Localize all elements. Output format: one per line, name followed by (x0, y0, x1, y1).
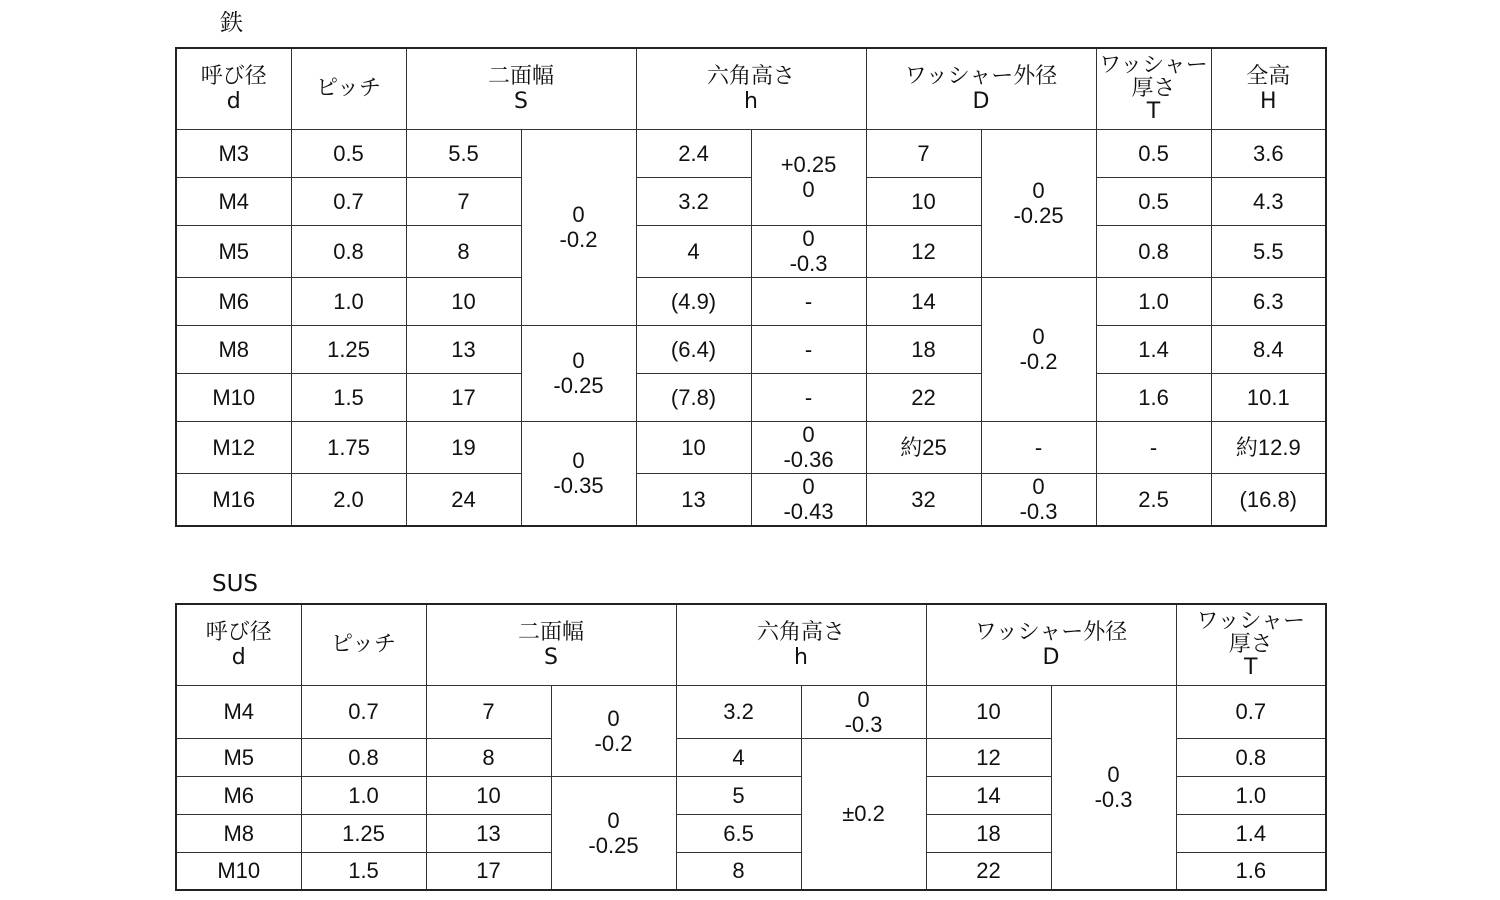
cell-hex-height: 2.4 (636, 129, 751, 177)
cell-washer-thickness: 1.6 (1176, 852, 1326, 890)
cell-washer-thickness: 1.0 (1096, 277, 1211, 325)
cell-washer-thickness: 1.4 (1096, 325, 1211, 373)
cell-washer-thickness: 0.8 (1096, 225, 1211, 277)
cell-pitch: 0.7 (291, 177, 406, 225)
cell-total-height: 3.6 (1211, 129, 1326, 177)
header-washer-outer-diameter: ワッシャー外径 D (866, 48, 1096, 129)
cell-washer-outer-diameter: 18 (926, 814, 1051, 852)
header-total-height: 全高 H (1211, 48, 1326, 129)
cell-pitch: 0.8 (301, 738, 426, 776)
cell-nominal-diameter: M5 (176, 738, 301, 776)
table-row (176, 373, 1326, 421)
cell-pitch: 1.5 (301, 852, 426, 890)
cell-width-across-flats: 7 (406, 177, 521, 225)
cell-washer-outer-diameter: 12 (866, 225, 981, 277)
cell-width-across-flats: 19 (406, 421, 521, 473)
cell-washer-outer-diameter: 10 (866, 177, 981, 225)
cell-width-across-flats: 13 (426, 814, 551, 852)
cell-d-tolerance: 0 -0.2 (981, 277, 1096, 421)
cell-washer-thickness: 1.4 (1176, 814, 1326, 852)
cell-washer-thickness: 1.0 (1176, 776, 1326, 814)
cell-washer-outer-diameter: 32 (866, 473, 981, 526)
cell-hex-height: (7.8) (636, 373, 751, 421)
cell-width-across-flats: 13 (406, 325, 521, 373)
header-nominal-diameter: 呼び径 d (176, 48, 291, 129)
cell-h-tolerance: +0.25 0 (751, 129, 866, 225)
header-width-across-flats: 二面幅 S (406, 48, 636, 129)
cell-washer-outer-diameter: 18 (866, 325, 981, 373)
cell-d-tolerance: 0 -0.25 (981, 129, 1096, 277)
cell-washer-thickness: 0.7 (1176, 685, 1326, 738)
cell-d-tolerance: 0 -0.3 (1051, 685, 1176, 890)
cell-width-across-flats: 17 (406, 373, 521, 421)
cell-h-tolerance: - (751, 277, 866, 325)
cell-washer-outer-diameter: 10 (926, 685, 1051, 738)
table-row (176, 225, 1326, 277)
header-washer-thickness: ワッシャー 厚さ T (1176, 604, 1326, 685)
cell-width-across-flats: 24 (406, 473, 521, 526)
cell-washer-outer-diameter: 12 (926, 738, 1051, 776)
header-width-across-flats: 二面幅 S (426, 604, 676, 685)
table-row (176, 473, 1326, 526)
header-row (176, 604, 1326, 685)
cell-h-tolerance: 0 -0.36 (751, 421, 866, 473)
cell-width-across-flats: 8 (426, 738, 551, 776)
cell-hex-height: 4 (676, 738, 801, 776)
cell-hex-height: 10 (636, 421, 751, 473)
cell-pitch: 1.25 (291, 325, 406, 373)
cell-width-across-flats: 8 (406, 225, 521, 277)
cell-h-tolerance: 0 -0.43 (751, 473, 866, 526)
cell-nominal-diameter: M6 (176, 277, 291, 325)
cell-hex-height: 4 (636, 225, 751, 277)
iron-section-title: 鉄 (220, 10, 243, 36)
cell-width-across-flats: 10 (426, 776, 551, 814)
cell-s-tolerance: 0 -0.2 (551, 685, 676, 776)
cell-pitch: 0.5 (291, 129, 406, 177)
cell-d-tolerance: 0 -0.3 (981, 473, 1096, 526)
cell-h-tolerance: - (751, 373, 866, 421)
cell-hex-height: 5 (676, 776, 801, 814)
header-hex-height: 六角高さ h (676, 604, 926, 685)
cell-washer-thickness: 0.5 (1096, 129, 1211, 177)
cell-hex-height: 3.2 (676, 685, 801, 738)
cell-total-height: 4.3 (1211, 177, 1326, 225)
sus-spec-table (175, 603, 1327, 891)
cell-nominal-diameter: M10 (176, 373, 291, 421)
cell-pitch: 1.75 (291, 421, 406, 473)
cell-washer-thickness: - (1096, 421, 1211, 473)
cell-width-across-flats: 7 (426, 685, 551, 738)
cell-pitch: 0.7 (301, 685, 426, 738)
cell-washer-outer-diameter: 22 (926, 852, 1051, 890)
cell-pitch: 2.0 (291, 473, 406, 526)
cell-s-tolerance: 0 -0.25 (521, 325, 636, 421)
cell-s-tolerance: 0 -0.2 (521, 129, 636, 325)
table-row (176, 421, 1326, 473)
cell-nominal-diameter: M3 (176, 129, 291, 177)
cell-nominal-diameter: M12 (176, 421, 291, 473)
sus-section-title: SUS (212, 571, 259, 597)
cell-width-across-flats: 5.5 (406, 129, 521, 177)
cell-hex-height: 8 (676, 852, 801, 890)
cell-nominal-diameter: M4 (176, 177, 291, 225)
cell-hex-height: (4.9) (636, 277, 751, 325)
table-row (176, 129, 1326, 177)
cell-h-tolerance: ±0.2 (801, 738, 926, 890)
cell-nominal-diameter: M6 (176, 776, 301, 814)
cell-h-tolerance: 0 -0.3 (801, 685, 926, 738)
cell-pitch: 1.0 (301, 776, 426, 814)
header-pitch: ピッチ (301, 604, 426, 685)
cell-pitch: 1.0 (291, 277, 406, 325)
cell-washer-outer-diameter: 22 (866, 373, 981, 421)
cell-hex-height: 3.2 (636, 177, 751, 225)
cell-total-height: 5.5 (1211, 225, 1326, 277)
header-row (176, 48, 1326, 129)
header-nominal-diameter: 呼び径 d (176, 604, 301, 685)
cell-nominal-diameter: M4 (176, 685, 301, 738)
cell-nominal-diameter: M10 (176, 852, 301, 890)
table-row (176, 325, 1326, 373)
cell-washer-thickness: 0.5 (1096, 177, 1211, 225)
cell-hex-height: (6.4) (636, 325, 751, 373)
cell-washer-thickness: 2.5 (1096, 473, 1211, 526)
cell-d-tolerance: - (981, 421, 1096, 473)
cell-width-across-flats: 17 (426, 852, 551, 890)
cell-washer-outer-diameter: 14 (926, 776, 1051, 814)
cell-washer-outer-diameter: 7 (866, 129, 981, 177)
cell-hex-height: 6.5 (676, 814, 801, 852)
cell-total-height: 約12.9 (1211, 421, 1326, 473)
cell-s-tolerance: 0 -0.25 (551, 776, 676, 890)
cell-hex-height: 13 (636, 473, 751, 526)
iron-spec-table (175, 47, 1327, 527)
cell-total-height: 10.1 (1211, 373, 1326, 421)
cell-pitch: 0.8 (291, 225, 406, 277)
table-row (176, 277, 1326, 325)
cell-nominal-diameter: M8 (176, 325, 291, 373)
cell-washer-thickness: 0.8 (1176, 738, 1326, 776)
cell-nominal-diameter: M8 (176, 814, 301, 852)
cell-washer-outer-diameter: 約25 (866, 421, 981, 473)
cell-h-tolerance: - (751, 325, 866, 373)
cell-width-across-flats: 10 (406, 277, 521, 325)
cell-nominal-diameter: M16 (176, 473, 291, 526)
header-pitch: ピッチ (291, 48, 406, 129)
cell-h-tolerance: 0 -0.3 (751, 225, 866, 277)
header-hex-height: 六角高さ h (636, 48, 866, 129)
cell-pitch: 1.5 (291, 373, 406, 421)
header-washer-outer-diameter: ワッシャー外径 D (926, 604, 1176, 685)
cell-pitch: 1.25 (301, 814, 426, 852)
cell-nominal-diameter: M5 (176, 225, 291, 277)
cell-total-height: 8.4 (1211, 325, 1326, 373)
cell-washer-thickness: 1.6 (1096, 373, 1211, 421)
header-washer-thickness: ワッシャー 厚さ T (1096, 48, 1211, 129)
cell-s-tolerance: 0 -0.35 (521, 421, 636, 526)
cell-washer-outer-diameter: 14 (866, 277, 981, 325)
table-row (176, 685, 1326, 738)
cell-total-height: 6.3 (1211, 277, 1326, 325)
cell-total-height: (16.8) (1211, 473, 1326, 526)
